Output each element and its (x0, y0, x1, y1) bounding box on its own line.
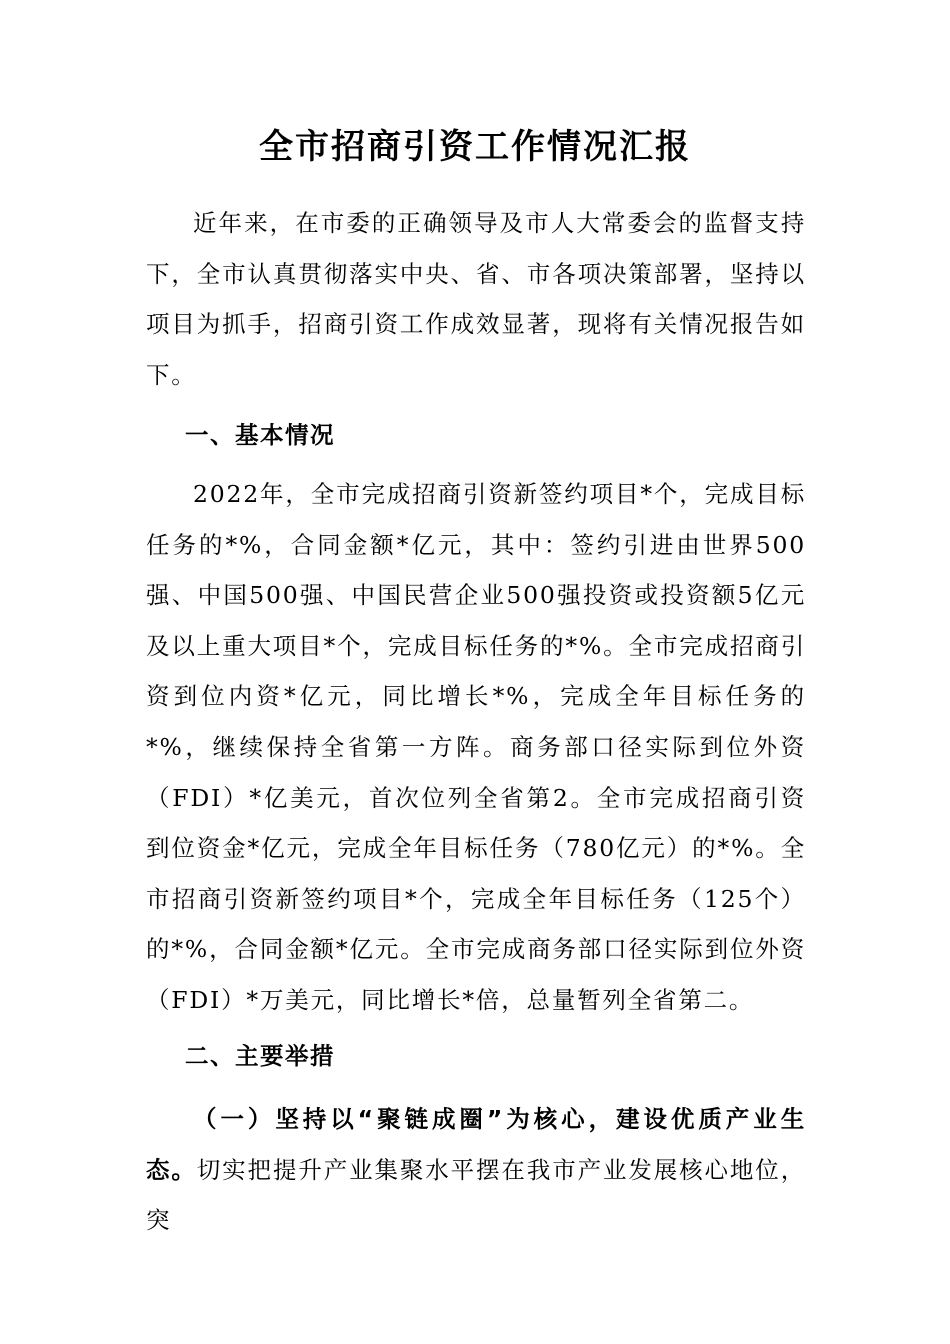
subsection-body-text: 切实把提升产业集聚水平摆在我市产业发展核心地位，突 (146, 1155, 806, 1235)
intro-paragraph: 近年来，在市委的正确领导及市人大常委会的监督支持下，全市认真贯彻落实中央、省、市各项决策部署，坚持以项目为抓手，招商引资工作成效显著，现将有关情况报告如下。 (146, 209, 806, 389)
basic-situation-paragraph: 2022年，全市完成招商引资新签约项目*个，完成目标任务的*%，合同金额*亿元，其中：签约引进由世界500强、中国500强、中国民营企业500强投资或投资额5亿元及以上重大项目*个，完成目标任务的*%。全市完成招商引资到位内资*亿元，同比增长*%，完成全年目标任务的*%，继续保持全省第一方阵。商务部口径实际到位外资（FDI）*亿美元，首次位列全省第2。全市完成招商引资到位资金*亿元，完成全年目标任务（780亿元）的*%。全市招商引资新签约项目*个，完成全年目标任务（125个）的*%，合同金额*亿元。全市完成商务部口径实际到位外资（FDI）*万美元，同比增长*倍，总量暂列全省第二。 (146, 480, 806, 1014)
section-heading-basic-situation: 一、基本情况 (185, 421, 335, 449)
section-heading-main-measures: 二、主要举措 (185, 1042, 335, 1070)
subsection-heading-industry-ecosystem: （一）坚持以“聚链成圈”为核心，建设优质产业生态。 (146, 1105, 806, 1184)
document-title: 全市招商引资工作情况汇报 (259, 127, 691, 167)
measure-paragraph (146, 1094, 806, 1246)
